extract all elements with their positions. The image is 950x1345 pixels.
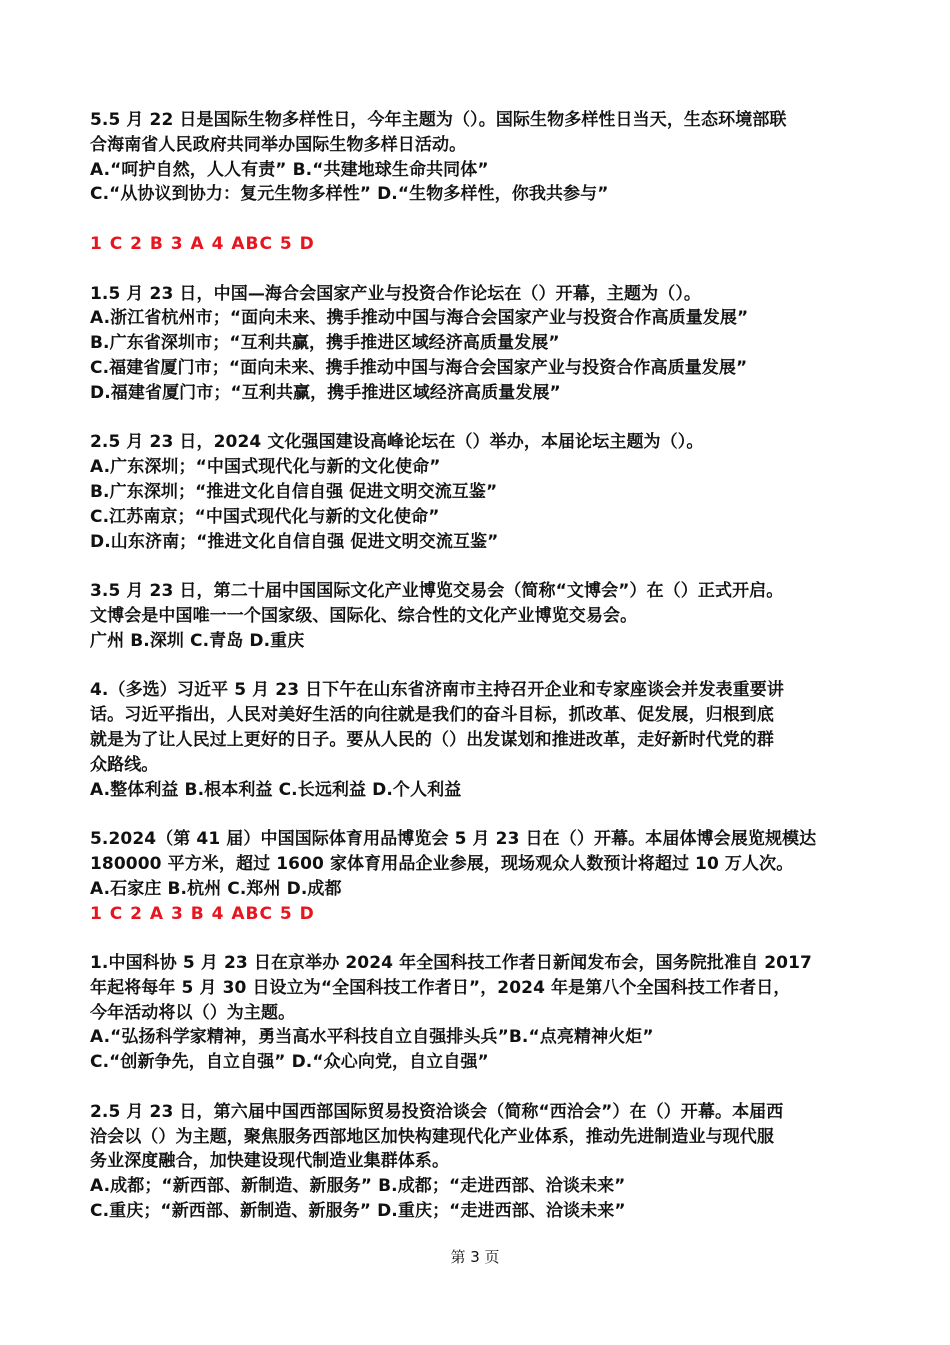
paragraph-spacer: [90, 406, 880, 431]
question-line: A.“呵护自然，人人有责” B.“共建地球生命共同体”: [90, 159, 489, 180]
question-line: 合海南省人民政府共同举办国际生物多样日活动。: [90, 134, 467, 155]
paragraph-spacer: [90, 257, 880, 282]
question-stem-line: 2.5 月 23 日，第六届中国西部国际贸易投资洽谈会（简称“西洽会”）在（）开幕。本届西: [90, 1101, 784, 1122]
question-line: 话。习近平指出，人民对美好生活的向往就是我们的奋斗目标，抓改革、促发展，归根到底: [90, 705, 774, 726]
question-line: 广州 B.深圳 C.青岛 D.重庆: [90, 630, 305, 651]
question-line: A.石家庄 B.杭州 C.郑州 D.成都: [90, 878, 342, 899]
paragraph-spacer: [90, 654, 880, 679]
question-line: 年起将每年 5 月 30 日设立为“全国科技工作者日”，2024 年是第八个全国科技工作者日，: [90, 977, 791, 998]
question-line: B.广东省深圳市；“互利共赢，携手推进区域经济高质量发展”: [90, 333, 560, 354]
question-stem-line: 2.5 月 23 日，2024 文化强国建设高峰论坛在（）举办，本届论坛主题为（）。: [90, 432, 704, 453]
question-line: 务业深度融合，加快建设现代制造业集群体系。: [90, 1151, 450, 1172]
question-stem-line: 5.5 月 22 日是国际生物多样性日，今年主题为（）。国际生物多样性日当天，生态环境部联: [90, 110, 787, 130]
question-line: A.“弘扬科学家精神，勇当高水平科技自立自强排头兵”B.“点亮精神火炬”: [90, 1027, 654, 1048]
question-line: 180000 平方米，超过 1600 家体育用品企业参展，现场观众人数预计将超过 10 万人次。: [90, 853, 794, 874]
question-line: C.“创新争先，自立自强” D.“众心向党，自立自强”: [90, 1052, 489, 1073]
question-line: 众路线。: [90, 754, 159, 775]
question-line: A.浙江省杭州市；“面向未来、携手推动中国与海合会国家产业与投资合作高质量发展”: [90, 308, 749, 329]
question-line: A.成都；“新西部、新制造、新服务” B.成都；“走进西部、洽谈未来”: [90, 1176, 626, 1197]
question-line: C.福建省厦门市；“面向未来、携手推动中国与海合会国家产业与投资合作高质量发展”: [90, 357, 748, 378]
answer-key: 1 C 2 A 3 B 4 ABC 5 D: [90, 903, 315, 924]
question-stem-line: 4.（多选）习近平 5 月 23 日下午在山东省济南市主持召开企业和专家座谈会并发表重要讲: [90, 680, 784, 701]
paragraph-spacer: [90, 207, 880, 232]
question-line: 就是为了让人民过上更好的日子。要从人民的（）出发谋划和推进改革，走好新时代党的群: [90, 729, 774, 750]
question-stem-line: 5.2024（第 41 届）中国国际体育用品博览会 5 月 23 日在（）开幕。本届体博会展览规模达: [90, 829, 817, 850]
question-line: D.福建省厦门市；“互利共赢，携手推进区域经济高质量发展”: [90, 382, 561, 403]
question-line: A.广东深圳；“中国式现代化与新的文化使命”: [90, 457, 441, 478]
question-stem-line: 3.5 月 23 日，第二十届中国国际文化产业博览交易会（简称“文博会”）在（）正式开启。: [90, 581, 784, 602]
question-line: A.整体利益 B.根本利益 C.长远利益 D.个人利益: [90, 779, 462, 800]
question-line: C.重庆；“新西部、新制造、新服务” D.重庆；“走进西部、洽谈未来”: [90, 1201, 626, 1222]
question-stem-line: 1.5 月 23 日，中国—海合会国家产业与投资合作论坛在（）开幕，主题为（）。: [90, 283, 702, 304]
page-number: 第 3 页: [450, 1248, 500, 1266]
paragraph-spacer: [90, 802, 880, 827]
question-line: 今年活动将以（）为主题。: [90, 1002, 296, 1023]
paragraph-spacer: [90, 926, 880, 951]
paragraph-spacer: [90, 1075, 880, 1100]
question-line: 洽会以（）为主题，聚焦服务西部地区加快构建现代化产业体系，推动先进制造业与现代服: [90, 1126, 774, 1147]
question-stem-line: 1.中国科协 5 月 23 日在京举办 2024 年全国科技工作者日新闻发布会，国务院批准自 2017: [90, 953, 812, 974]
paragraph-spacer: [90, 554, 880, 579]
question-line: D.山东济南；“推进文化自信自强 促进文明交流互鉴”: [90, 531, 499, 552]
question-line: B.广东深圳；“推进文化自信自强 促进文明交流互鉴”: [90, 481, 498, 502]
question-line: C.“从协议到协力：复元生物多样性” D.“生物多样性，你我共参与”: [90, 184, 609, 205]
question-line: C.江苏南京；“中国式现代化与新的文化使命”: [90, 506, 440, 527]
question-line: 文博会是中国唯一一个国家级、国际化、综合性的文化产业博览交易会。: [90, 605, 638, 626]
answer-key: 1 C 2 B 3 A 4 ABC 5 D: [90, 233, 315, 254]
page-content: [90, 108, 880, 1224]
